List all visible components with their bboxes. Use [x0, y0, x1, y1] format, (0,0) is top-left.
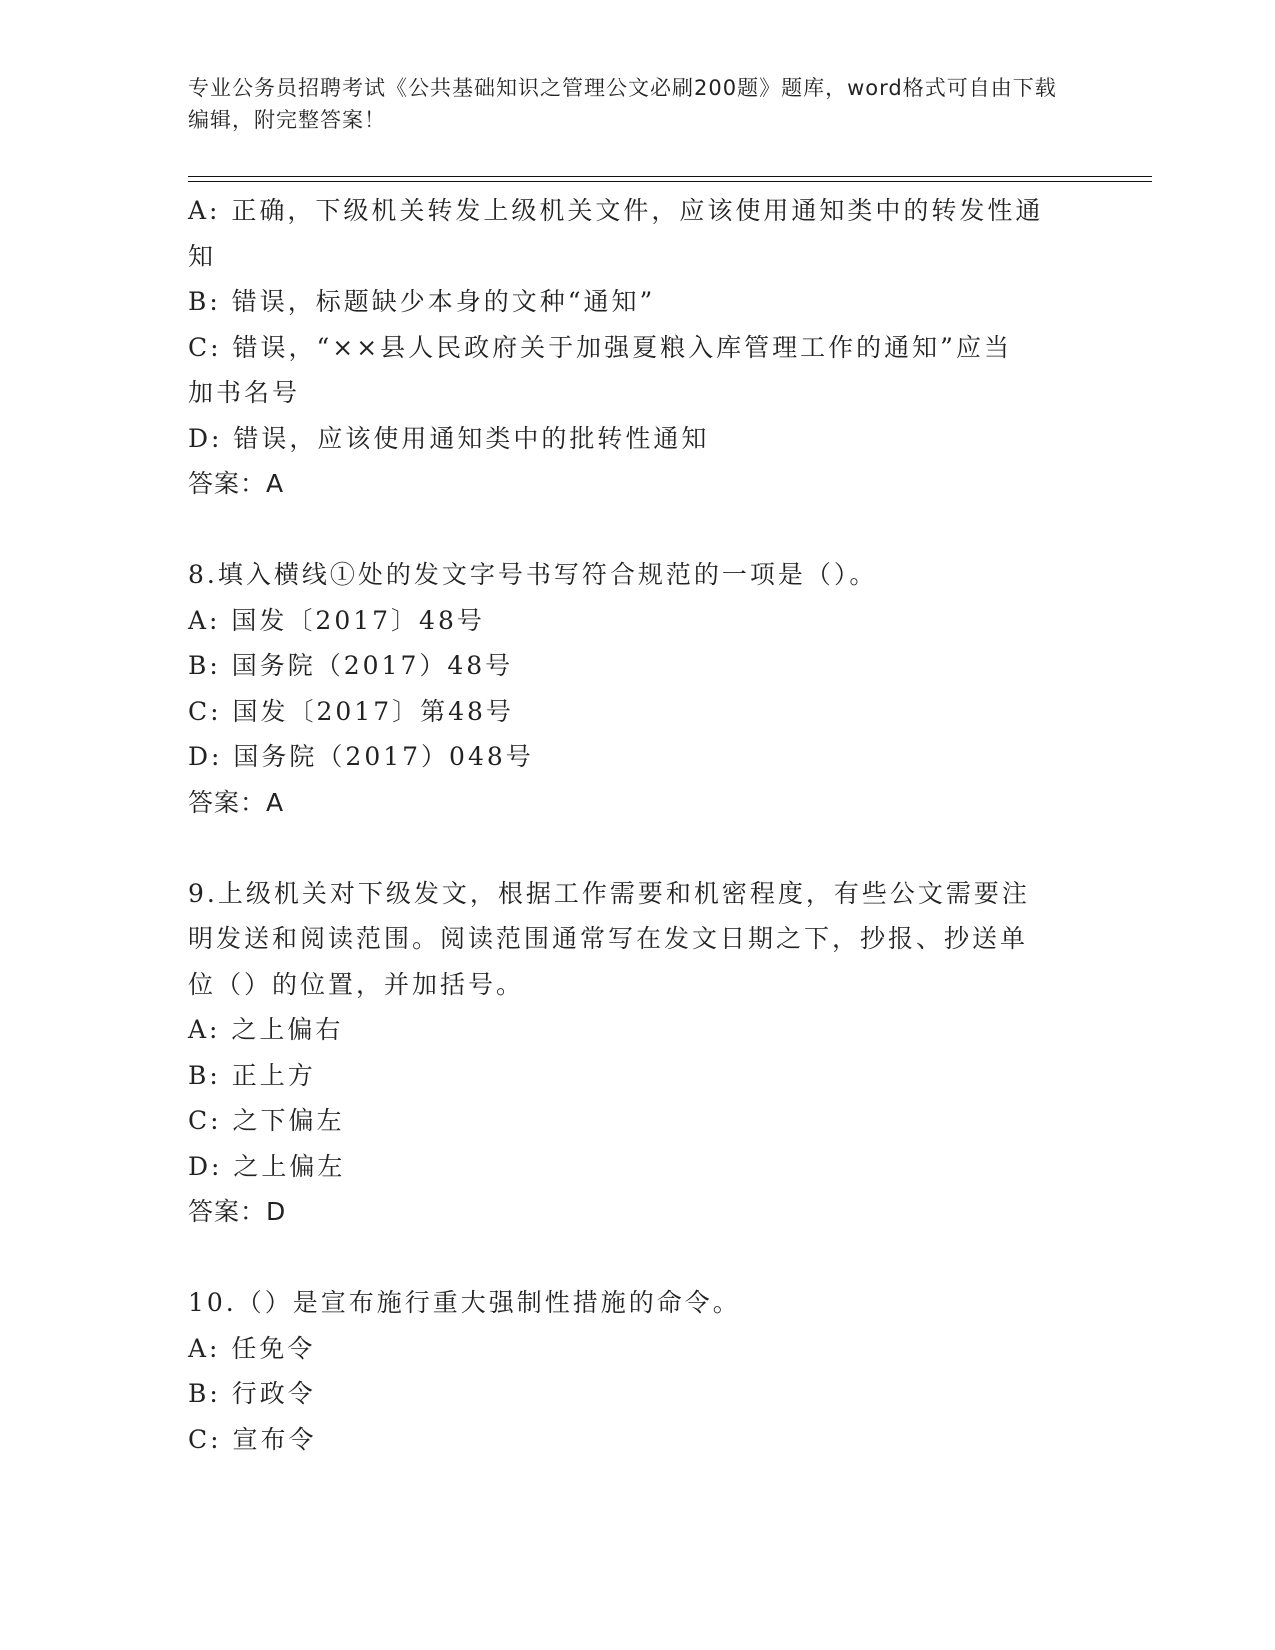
q8-option-c: C: 国发〔2017〕第48号	[188, 696, 514, 726]
question-8	[188, 552, 1068, 825]
q9-option-d: D: 之上偏左	[188, 1151, 346, 1181]
q9-question-line2: 明发送和阅读范围。阅读范围通常写在发文日期之下，抄报、抄送单	[188, 924, 1029, 953]
spacer	[188, 507, 1068, 553]
q7-answer: 答案：A	[188, 469, 285, 498]
q7-option-d: D: 错误，应该使用通知类中的批转性通知	[188, 423, 710, 453]
q7-option-c-line1: C: 错误，“××县人民政府关于加强夏粮入库管理工作的通知”应当	[188, 332, 1012, 362]
question-7	[188, 188, 1068, 507]
q8-question: 8.填入横线①处的发文字号书写符合规范的一项是（）。	[188, 560, 878, 589]
q10-question: 10.（）是宣布施行重大强制性措施的命令。	[188, 1288, 741, 1317]
spacer	[188, 825, 1068, 871]
q9-option-c: C: 之下偏左	[188, 1106, 345, 1135]
q8-option-b: B: 国务院（2017）48号	[188, 651, 514, 680]
q8-option-d: D: 国务院（2017）048号	[188, 742, 534, 771]
document-body	[188, 188, 1068, 1462]
header-rule-bottom	[188, 181, 1152, 182]
document-header: 专业公务员招聘考试《公共基础知识之管理公文必刷200题》题库，word格式可自由下载编辑，附完整答案！	[188, 76, 1057, 132]
q10-option-a: A: 任免令	[188, 1333, 316, 1363]
spacer	[188, 1235, 1068, 1281]
q9-question-line3: 位（）的位置，并加括号。	[188, 969, 525, 999]
q7-option-a-line2: 知	[188, 241, 217, 271]
q7-option-c-line2: 加书名号	[188, 378, 301, 407]
q8-answer: 答案：A	[188, 787, 285, 817]
question-9	[188, 871, 1068, 1235]
question-10	[188, 1280, 1068, 1462]
q10-option-b: B: 行政令	[188, 1379, 316, 1408]
q8-option-a: A: 国发〔2017〕48号	[188, 605, 485, 635]
q9-option-a: A: 之上偏右	[188, 1015, 344, 1044]
q9-option-b: B: 正上方	[188, 1060, 316, 1090]
header-rule-top	[188, 176, 1152, 177]
q10-option-c: C: 宣布令	[188, 1424, 317, 1454]
q9-question-line1: 9.上级机关对下级发文，根据工作需要和机密程度，有些公文需要注	[188, 878, 1030, 908]
q7-option-a-line1: A: 正确，下级机关转发上级机关文件，应该使用通知类中的转发性通	[188, 196, 1044, 225]
q7-option-b: B: 错误，标题缺少本身的文种“通知”	[188, 287, 656, 316]
q9-answer: 答案：D	[188, 1197, 287, 1226]
